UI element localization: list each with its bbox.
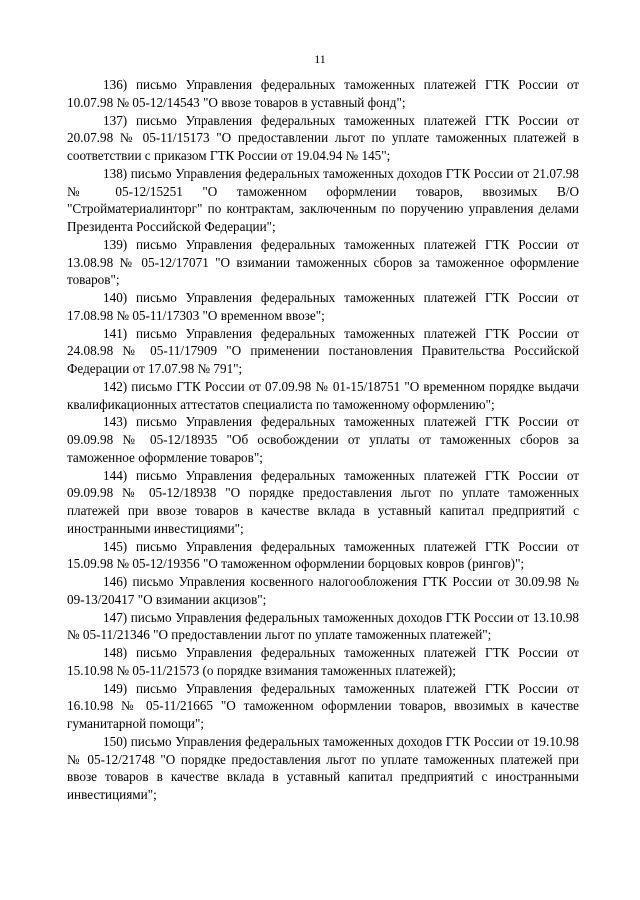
list-item-148: 148) письмо Управления федеральных таможенных платежей ГТК России от 15.10.98 № 05-11/21573 (о порядке взимания таможенных платежей); <box>67 645 579 678</box>
list-item-141: 141) письмо Управления федеральных таможенных платежей ГТК России от 24.08.98 № 05-11/17909 "О применении постановления Правительства Российской Федерации от 17.07.98 № 791"; <box>67 325 579 376</box>
list-item-139: 139) письмо Управления федеральных таможенных платежей ГТК России от 13.08.98 № 05-12/17071 "О взимании таможенных сборов за таможенное оформление товаров"; <box>67 236 579 288</box>
list-item-140: 140) письмо Управления федеральных таможенных платежей ГТК России от 17.08.98 № 05-11/17303 "О временном ввозе"; <box>67 290 579 323</box>
list-item-147: 147) письмо Управления федеральных таможенных доходов ГТК России от 13.10.98 № 05-11/21346 "О предоставлении льгот по уплате таможенных платежей"; <box>67 609 579 643</box>
list-item-143: 143) письмо Управления федеральных таможенных платежей ГТК России от 09.09.98 № 05-12/18935 "Об освобождении от уплаты от таможенных сборов за таможенное оформление товаров"; <box>67 414 579 465</box>
list-item-145: 145) письмо Управления федеральных таможенных платежей ГТК России от 15.09.98 № 05-12/19356 "О таможенном оформлении борцовых ковров (рингов)"; <box>67 538 579 572</box>
list-item-137: 137) письмо Управления федеральных таможенных платежей ГТК России от 20.07.98 № 05-11/15173 "О предоставлении льгот по уплате таможенных платежей в соответствии с приказом ГТК России от 19.04.94 № 145"; <box>67 112 579 163</box>
list-item-142: 142) письмо ГТК России от 07.09.98 № 01-15/18751 "О временном порядке выдачи квалификационных аттестатов специалиста по таможенному оформлению"; <box>67 378 579 412</box>
list-item-150: 150) письмо Управления федеральных таможенных доходов ГТК России от 19.10.98 № 05-12/21748 "О порядке предоставления льгот по уплате таможенных платежей при ввозе товаров в качестве вклада в уставный капитал предприятий с иностранными инвестициями"; <box>67 733 579 802</box>
document-body <box>67 76 579 804</box>
list-item-136: 136) письмо Управления федеральных таможенных платежей ГТК России от 10.07.98 № 05-12/14543 "О ввозе товаров в уставный фонд"; <box>67 77 579 110</box>
list-item-138: 138) письмо Управления федеральных таможенных доходов ГТК России от 21.07.98 № 05-12/15251 "О таможенном оформлении товаров, ввозимых В/О "Стройматериалинторг" по контрактам, заключенным по поручению управления делами Президента Российской Федерации"; <box>67 165 579 234</box>
list-item-146: 146) письмо Управления косвенного налогообложения ГТК России от 30.09.98 № 09-13/20417 "О взимании акцизов"; <box>67 574 579 607</box>
list-item-144: 144) письмо Управления федеральных таможенных платежей ГТК России от 09.09.98 № 05-12/18938 "О порядке предоставления льгот по уплате таможенных платежей при ввозе товаров в качестве вклада в уставный капитал предприятий с иностранными инвестициями"; <box>67 467 579 536</box>
page-number: 11 <box>314 52 326 66</box>
list-item-149: 149) письмо Управления федеральных таможенных платежей ГТК России от 16.10.98 № 05-11/21665 "О таможенном оформлении товаров, ввозимых в качестве гуманитарной помощи"; <box>67 680 579 731</box>
